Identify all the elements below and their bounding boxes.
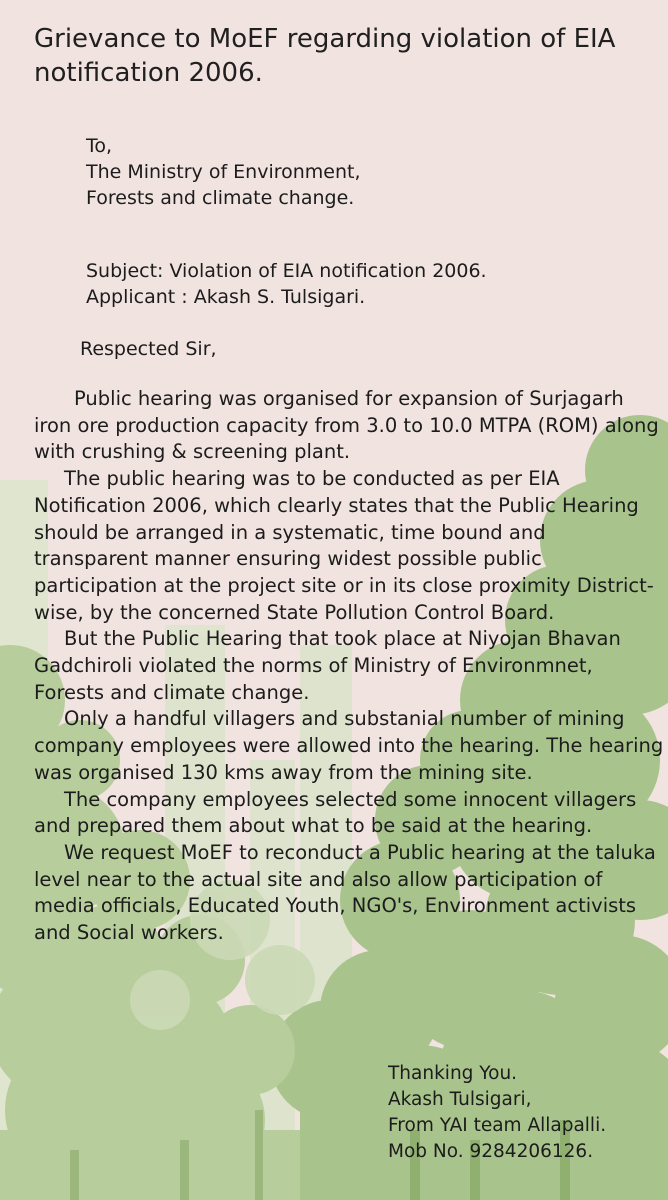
signer-phone: Mob No. 9284206126.	[388, 1141, 594, 1162]
subject-block	[86, 258, 487, 310]
paragraph-6: We request MoEF to reconduct a Public hearing at the taluka level near to the actual site and also allow participation of media officials, Educated Youth, NGO's, Environment activists and Social workers.	[34, 840, 656, 945]
signer-organization: From YAI team Allapalli.	[388, 1115, 607, 1136]
letter-body	[34, 386, 664, 947]
letter-title: Grievance to MoEF regarding violation of EIA notification 2006.	[34, 24, 616, 88]
paragraph-4: Only a handful villagers and substanial number of mining company employees were allowed into the hearing. The hearing was organised 130 kms away from the mining site.	[34, 707, 664, 784]
subject-line: Subject: Violation of EIA notification 2006.	[86, 260, 487, 282]
recipient-address	[86, 133, 361, 211]
paragraph-1: Public hearing was organised for expansion of Surjagarh iron ore production capacity from 3.0 to 10.0 MTPA (ROM) along with crushing & screening plant.	[34, 387, 659, 464]
paragraph-2: The public hearing was to be conducted as per EIA Notification 2006, which clearly states that the Public Hearing should be arranged in a systematic, time bound and transparent manner ensuring widest possible public participation at the project site or in its close proximity District-wise, by the concerned State Pollution Control Board.	[34, 467, 654, 624]
address-line-2: Forests and climate change.	[86, 187, 355, 209]
paragraph-5: The company employees selected some innocent villagers and prepared them about what to be said at the hearing.	[34, 787, 637, 838]
signer-name: Akash Tulsigari,	[388, 1089, 532, 1110]
signature-block	[388, 1061, 606, 1165]
address-line-1: The Ministry of Environment,	[86, 161, 361, 183]
closing: Thanking You.	[388, 1063, 518, 1084]
salutation: Respected Sir,	[80, 338, 217, 360]
applicant-line: Applicant : Akash S. Tulsigari.	[86, 286, 366, 308]
paragraph-3: But the Public Hearing that took place at Niyojan Bhavan Gadchiroli violated the norms of Ministry of Environmnet, Forests and climate change.	[34, 627, 621, 704]
address-to: To,	[86, 135, 113, 157]
